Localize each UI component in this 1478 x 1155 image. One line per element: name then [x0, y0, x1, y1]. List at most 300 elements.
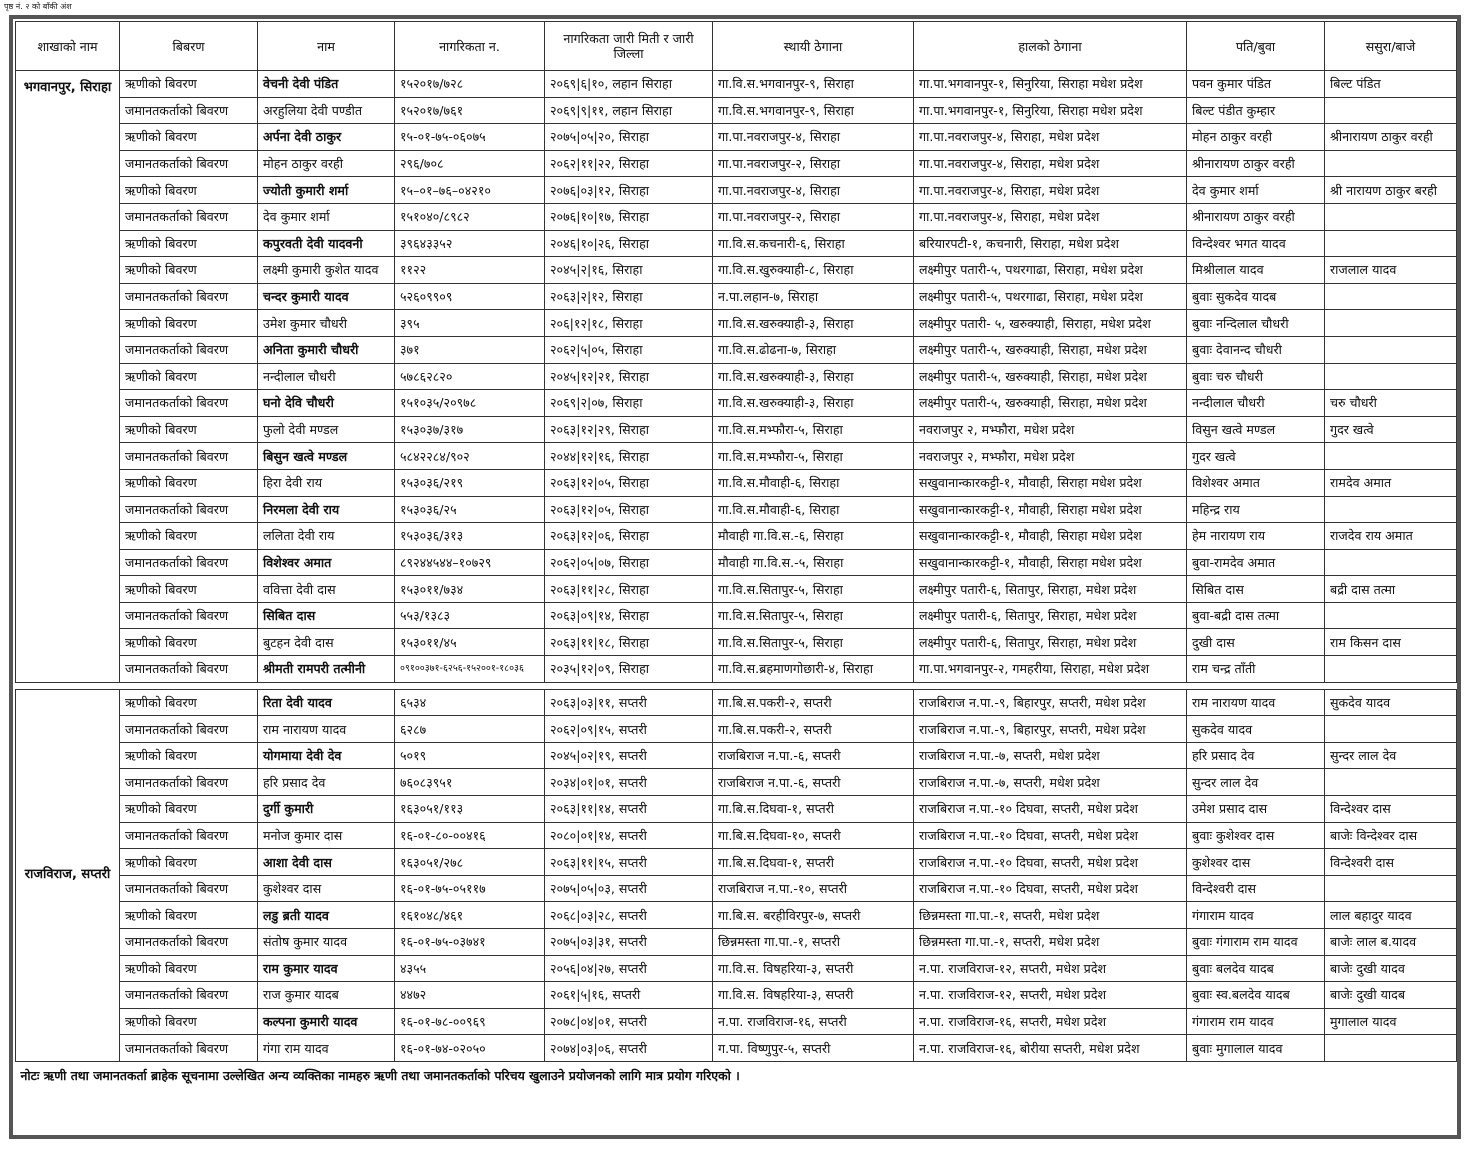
cell-description: ऋणीको बिवरण — [120, 902, 258, 929]
cell-husband-father: गंगाराम यादव — [1187, 902, 1325, 929]
table-row — [16, 71, 1457, 98]
cell-permanent-address: न.पा. राजविराज-१६, सप्तरी — [713, 1008, 914, 1035]
cell-current-address: छिन्नमस्ता गा.पा.-१, सप्तरी, मधेश प्रदेश — [914, 929, 1187, 956]
header-father-in-law-grandfather: ससुरा/बाजे — [1325, 22, 1457, 71]
group-separator — [16, 682, 1457, 689]
cell-current-address: बरियारपटी-१, कचनारी, सिराहा, मधेश प्रदेश — [914, 230, 1187, 257]
cell-name: ज्योती कुमारी शर्मा — [258, 177, 395, 204]
cell-citizenship-number: १५१०३५/२०९७८ — [395, 390, 545, 417]
cell-father-in-law-grandfather — [1325, 203, 1457, 230]
cell-father-in-law-grandfather — [1325, 496, 1457, 523]
cell-issue-date-district: २०७५|०५|०३, सप्तरी — [545, 875, 713, 902]
cell-current-address: राजबिराज न.पा.-१० दिघवा, सप्तरी, मधेश प्रदेश — [914, 822, 1187, 849]
cell-husband-father: कुशेश्वर दास — [1187, 849, 1325, 876]
table-row — [16, 902, 1457, 929]
cell-father-in-law-grandfather: राजलाल यादव — [1325, 257, 1457, 284]
cell-name: योगमाया देवी देव — [258, 742, 395, 769]
cell-father-in-law-grandfather: बाजेः दुखी यादब — [1325, 982, 1457, 1009]
cell-permanent-address: गा.वि.स. विषहरिया-३, सप्तरी — [713, 955, 914, 982]
cell-issue-date-district: २०६२|११|२२, सिराहा — [545, 150, 713, 177]
cell-permanent-address: गा.वि.स.खरुक्याही-३, सिराहा — [713, 310, 914, 337]
cell-name: कुशेश्वर दास — [258, 875, 395, 902]
table-row — [16, 796, 1457, 823]
cell-permanent-address: गा.वि.स.खुरुक्याही-८, सिराहा — [713, 257, 914, 284]
cell-husband-father: बुवा-बद्री दास तत्मा — [1187, 602, 1325, 629]
cell-name: हरि प्रसाद देव — [258, 769, 395, 796]
cell-name: उमेश कुमार चौधरी — [258, 310, 395, 337]
cell-current-address: गा.पा.नवराजपुर-४, सिराहा, मधेश प्रदेश — [914, 203, 1187, 230]
table-row — [16, 469, 1457, 496]
table-row — [16, 602, 1457, 629]
header-branch: शाखाको नाम — [16, 22, 120, 71]
cell-description: जमानतकर्ताको बिवरण — [120, 769, 258, 796]
header-description: बिबरण — [120, 22, 258, 71]
cell-permanent-address: ग.पा. विष्णुपुर-५, सप्तरी — [713, 1035, 914, 1062]
branch-name-cell: राजविराज, सप्तरी — [16, 689, 120, 1061]
cell-name: ववित्ता देवी दास — [258, 576, 395, 603]
cell-name: कल्पना कुमारी यादव — [258, 1008, 395, 1035]
cell-father-in-law-grandfather — [1325, 716, 1457, 743]
cell-name: गंगा राम यादव — [258, 1035, 395, 1062]
cell-citizenship-number: ४४७२ — [395, 982, 545, 1009]
cell-description: जमानतकर्ताको बिवरण — [120, 822, 258, 849]
cell-husband-father: गंगाराम राम यादव — [1187, 1008, 1325, 1035]
cell-name: राम नारायण यादव — [258, 716, 395, 743]
cell-description: जमानतकर्ताको बिवरण — [120, 496, 258, 523]
cell-description: ऋणीको बिवरण — [120, 71, 258, 98]
table-row — [16, 576, 1457, 603]
cell-father-in-law-grandfather: श्री नारायण ठाकुर बरही — [1325, 177, 1457, 204]
table-row — [16, 1035, 1457, 1062]
cell-husband-father: विशेश्वर अमात — [1187, 469, 1325, 496]
cell-current-address: सखुवानान्कारकट्टी-१, मौवाही, सिराहा मधेश प्रदेश — [914, 496, 1187, 523]
table-row — [16, 97, 1457, 124]
header-permanent-address: स्थायी ठेगाना — [713, 22, 914, 71]
footer-note-row — [16, 1061, 1457, 1088]
cell-current-address: लक्ष्मीपुर पतारी-५, पथरगाढा, सिराहा, मधेश प्रदेश — [914, 257, 1187, 284]
cell-husband-father: बुवाः बलदेव यादब — [1187, 955, 1325, 982]
cell-issue-date-district: २०६३|०३|११, सप्तरी — [545, 689, 713, 716]
cell-issue-date-district: २०३५|१२|०९, सिराहा — [545, 656, 713, 683]
cell-citizenship-number: १५२०१७/७२८ — [395, 71, 545, 98]
cell-citizenship-number: ७६०८३९५१ — [395, 769, 545, 796]
cell-name: विशेश्वर अमात — [258, 549, 395, 576]
cell-father-in-law-grandfather — [1325, 363, 1457, 390]
cell-name: दुर्गी कुमारी — [258, 796, 395, 823]
cell-issue-date-district: २०४५|२|१६, सिराहा — [545, 257, 713, 284]
cell-citizenship-number: ५२६०९९०९ — [395, 283, 545, 310]
cell-issue-date-district: २०६३|१२|०५, सिराहा — [545, 496, 713, 523]
cell-issue-date-district: २०६|१२|१८, सिराहा — [545, 310, 713, 337]
cell-name: अनिता कुमारी चौधरी — [258, 336, 395, 363]
cell-father-in-law-grandfather — [1325, 310, 1457, 337]
cell-permanent-address: गा.वि.स.खरुक्याही-३, सिराहा — [713, 390, 914, 417]
cell-current-address: नवराजपुर २, मभ्फौरा, मधेश प्रदेश — [914, 416, 1187, 443]
table-row — [16, 443, 1457, 470]
cell-description: ऋणीको बिवरण — [120, 469, 258, 496]
cell-name: वेचनी देवी पंडित — [258, 71, 395, 98]
cell-husband-father: बुवाः गंगाराम राम यादव — [1187, 929, 1325, 956]
cell-citizenship-number: १५२०१७/७६१ — [395, 97, 545, 124]
cell-husband-father: बुवाः कुशेश्वर दास — [1187, 822, 1325, 849]
cell-description: जमानतकर्ताको बिवरण — [120, 875, 258, 902]
cell-current-address: लक्ष्मीपुर पतारी-६, सितापुर, सिराहा, मधेश प्रदेश — [914, 629, 1187, 656]
cell-husband-father: बुवा-रामदेव अमात — [1187, 549, 1325, 576]
cell-husband-father: बिल्ट पंडीत कुम्हार — [1187, 97, 1325, 124]
cell-issue-date-district: २०६२|०९|१५, सप्तरी — [545, 716, 713, 743]
cell-issue-date-district: २०७८|०४|०१, सप्तरी — [545, 1008, 713, 1035]
cell-description: जमानतकर्ताको बिवरण — [120, 97, 258, 124]
cell-citizenship-number: ५८४२२८४/९०२ — [395, 443, 545, 470]
cell-name: रिता देवी यादव — [258, 689, 395, 716]
cell-permanent-address: गा.वि.स.कचनारी-६, सिराहा — [713, 230, 914, 257]
cell-permanent-address: राजबिराज न.पा.-१०, सप्तरी — [713, 875, 914, 902]
cell-father-in-law-grandfather — [1325, 1035, 1457, 1062]
cell-issue-date-district: २०६२|०५|०७, सिराहा — [545, 549, 713, 576]
cell-citizenship-number: ५७८६२८२० — [395, 363, 545, 390]
cell-issue-date-district: २०६३|१२|०५, सिराहा — [545, 469, 713, 496]
table-row — [16, 257, 1457, 284]
cell-name: बुटहन देवी दास — [258, 629, 395, 656]
cell-description: ऋणीको बिवरण — [120, 742, 258, 769]
table-row — [16, 363, 1457, 390]
cell-permanent-address: गा.वि.स.ब्रहमाणगोछारी-४, सिराहा — [713, 656, 914, 683]
cell-current-address: न.पा. राजविराज-१२, सप्तरी, मधेश प्रदेश — [914, 955, 1187, 982]
table-row — [16, 716, 1457, 743]
cell-description: ऋणीको बिवरण — [120, 523, 258, 550]
cell-father-in-law-grandfather: मुगालाल यादव — [1325, 1008, 1457, 1035]
cell-father-in-law-grandfather — [1325, 875, 1457, 902]
header-current-address: हालको ठेगाना — [914, 22, 1187, 71]
cell-description: ऋणीको बिवरण — [120, 257, 258, 284]
cell-issue-date-district: २०६२|५|०५, सिराहा — [545, 336, 713, 363]
cell-description: जमानतकर्ताको बिवरण — [120, 549, 258, 576]
cell-permanent-address: गा.बि.स.दिघवा-१, सप्तरी — [713, 796, 914, 823]
table-row — [16, 150, 1457, 177]
cell-description: ऋणीको बिवरण — [120, 849, 258, 876]
cell-description: जमानतकर्ताको बिवरण — [120, 929, 258, 956]
table-row — [16, 124, 1457, 151]
cell-current-address: न.पा. राजविराज-१६, बोरीया सप्तरी, मधेश प्रदेश — [914, 1035, 1187, 1062]
cell-permanent-address: गा.बि.स.पकरी-२, सप्तरी — [713, 689, 914, 716]
cell-description: जमानतकर्ताको बिवरण — [120, 1035, 258, 1062]
cell-current-address: राजबिराज न.पा.-१० दिघवा, सप्तरी, मधेश प्रदेश — [914, 796, 1187, 823]
group-separator-cell — [16, 682, 1457, 689]
cell-husband-father: श्रीनारायण ठाकुर वरही — [1187, 150, 1325, 177]
cell-permanent-address: गा.वि.स.सितापुर-५, सिराहा — [713, 629, 914, 656]
cell-father-in-law-grandfather: बाजेः दुखी यादव — [1325, 955, 1457, 982]
cell-citizenship-number: १६३०५१/२७८ — [395, 849, 545, 876]
cell-description: ऋणीको बिवरण — [120, 363, 258, 390]
cell-citizenship-number: १५३०११/७३४ — [395, 576, 545, 603]
cell-current-address: राजबिराज न.पा.-१० दिघवा, सप्तरी, मधेश प्रदेश — [914, 849, 1187, 876]
cell-father-in-law-grandfather — [1325, 443, 1457, 470]
cell-permanent-address: राजबिराज न.पा.-६, सप्तरी — [713, 742, 914, 769]
cell-name: लडु ब्रती यादव — [258, 902, 395, 929]
cell-issue-date-district: २०६३|२|१२, सिराहा — [545, 283, 713, 310]
table-row — [16, 177, 1457, 204]
cell-citizenship-number: ५५३/१३८३ — [395, 602, 545, 629]
cell-issue-date-district: २०७४|०३|०६, सप्तरी — [545, 1035, 713, 1062]
cell-description: ऋणीको बिवरण — [120, 689, 258, 716]
cell-citizenship-number: ३७१ — [395, 336, 545, 363]
table-row — [16, 283, 1457, 310]
table-row — [16, 1008, 1457, 1035]
cell-permanent-address: गा.पा.नवराजपुर-४, सिराहा — [713, 124, 914, 151]
cell-name: सिबित दास — [258, 602, 395, 629]
cell-name: ललिता देवी राय — [258, 523, 395, 550]
cell-father-in-law-grandfather: बिल्ट पंडित — [1325, 71, 1457, 98]
cell-citizenship-number: १६३०५१/११३ — [395, 796, 545, 823]
cell-citizenship-number: १५३०३६/३१३ — [395, 523, 545, 550]
cell-permanent-address: गा.वि.स.भगवानपुर-९, सिराहा — [713, 97, 914, 124]
cell-current-address: छिन्नमस्ता गा.पा.-१, सप्तरी, मधेश प्रदेश — [914, 902, 1187, 929]
cell-husband-father: श्रीनारायण ठाकुर वरही — [1187, 203, 1325, 230]
cell-father-in-law-grandfather: लाल बहादुर यादव — [1325, 902, 1457, 929]
cell-citizenship-number: ५०१९ — [395, 742, 545, 769]
cell-current-address: राजबिराज न.पा.-७, सप्तरी, मधेश प्रदेश — [914, 769, 1187, 796]
cell-issue-date-district: २०६३|११|१८, सिराहा — [545, 629, 713, 656]
cell-description: ऋणीको बिवरण — [120, 177, 258, 204]
cell-current-address: राजबिराज न.पा.-१० दिघवा, सप्तरी, मधेश प्रदेश — [914, 875, 1187, 902]
cell-permanent-address: गा.वि.स.मभ्फौरा-५, सिराहा — [713, 416, 914, 443]
table-body — [16, 71, 1457, 1089]
cell-permanent-address: न.पा.लहान-७, सिराहा — [713, 283, 914, 310]
cell-husband-father: बुवाः नन्दिलाल चौधरी — [1187, 310, 1325, 337]
cell-husband-father: बुवाः स्व.बलदेव यादब — [1187, 982, 1325, 1009]
cell-father-in-law-grandfather: विन्देश्वर दास — [1325, 796, 1457, 823]
cell-issue-date-district: २०६३|१२|२९, सिराहा — [545, 416, 713, 443]
cell-permanent-address: गा.पा.नवराजपुर-४, सिराहा — [713, 177, 914, 204]
cell-citizenship-number: १५-०१-७५-०६०७५ — [395, 124, 545, 151]
cell-description: ऋणीको बिवरण — [120, 310, 258, 337]
cell-description: ऋणीको बिवरण — [120, 124, 258, 151]
header-citizenship-number: नागरिकता न. — [395, 22, 545, 71]
table-row — [16, 875, 1457, 902]
table-row — [16, 656, 1457, 683]
cell-current-address: गा.पा.नवराजपुर-४, सिराहा, मधेश प्रदेश — [914, 124, 1187, 151]
cell-current-address: न.पा. राजविराज-१६, सप्तरी, मधेश प्रदेश — [914, 1008, 1187, 1035]
cell-permanent-address: गा.वि.स. विषहरिया-३, सप्तरी — [713, 982, 914, 1009]
cell-husband-father: बुवाः मुगालाल यादव — [1187, 1035, 1325, 1062]
cell-husband-father: विन्देश्वरी दास — [1187, 875, 1325, 902]
cell-father-in-law-grandfather — [1325, 150, 1457, 177]
cell-current-address: लक्ष्मीपुर पतारी-५, खरुक्याही, सिराहा, मधेश प्रदेश — [914, 336, 1187, 363]
cell-name: आशा देवी दास — [258, 849, 395, 876]
cell-husband-father: राम चन्द्र ताँती — [1187, 656, 1325, 683]
cell-citizenship-number: १६-०१-७४-०२०५० — [395, 1035, 545, 1062]
cell-permanent-address: गा.वि.स.भगवानपुर-९, सिराहा — [713, 71, 914, 98]
cell-father-in-law-grandfather: गुदर खत्वे — [1325, 416, 1457, 443]
table-row — [16, 629, 1457, 656]
cell-father-in-law-grandfather: विन्देश्वरी दास — [1325, 849, 1457, 876]
cell-issue-date-district: २०६३|११|२८, सिराहा — [545, 576, 713, 603]
cell-description: ऋणीको बिवरण — [120, 796, 258, 823]
cell-issue-date-district: २०७५|०३|३१, सप्तरी — [545, 929, 713, 956]
cell-father-in-law-grandfather: सुन्दर लाल देव — [1325, 742, 1457, 769]
cell-father-in-law-grandfather — [1325, 336, 1457, 363]
cell-father-in-law-grandfather — [1325, 602, 1457, 629]
cell-husband-father: महिन्द्र राय — [1187, 496, 1325, 523]
cell-issue-date-district: २०६९|२|०७, सिराहा — [545, 390, 713, 417]
cell-current-address: गा.पा.नवराजपुर-४, सिराहा, मधेश प्रदेश — [914, 177, 1187, 204]
cell-permanent-address: गा.बि.स.दिघवा-१०, सप्तरी — [713, 822, 914, 849]
header-name: नाम — [258, 22, 395, 71]
header-issue-date-district: नागरिकता जारी मिती र जारी जिल्ला — [545, 22, 713, 71]
table-row — [16, 822, 1457, 849]
cell-name: राज कुमार यादब — [258, 982, 395, 1009]
cell-issue-date-district: २०७६|१०|१७, सिराहा — [545, 203, 713, 230]
cell-permanent-address: छिन्नमस्ता गा.पा.-१, सप्तरी — [713, 929, 914, 956]
cell-citizenship-number: १५१०४०/८९८२ — [395, 203, 545, 230]
cell-citizenship-number: १६-०१-७८-००९६९ — [395, 1008, 545, 1035]
cell-permanent-address: गा.बि.स.पकरी-२, सप्तरी — [713, 716, 914, 743]
cell-citizenship-number: १६-०१-८०-००४१६ — [395, 822, 545, 849]
cell-name: हिरा देवी राय — [258, 469, 395, 496]
cell-current-address: लक्ष्मीपुर पतारी-५, खरुक्याही, सिराहा, मधेश प्रदेश — [914, 390, 1187, 417]
footer-note: नोटः ऋणी तथा जमानतकर्ता ब्राहेक सूचनामा उल्लेखित अन्य व्यक्तिका नामहरु ऋणी तथा जमानतकर्ताको परिचय खुलाउने प्रयोजनको लागि मात्र प्रयोग गरिएको । — [16, 1061, 1457, 1088]
cell-description: ऋणीको बिवरण — [120, 955, 258, 982]
cell-description: जमानतकर्ताको बिवरण — [120, 283, 258, 310]
cell-name: संतोष कुमार यादव — [258, 929, 395, 956]
cell-permanent-address: गा.पा.नवराजपुर-२, सिराहा — [713, 203, 914, 230]
cell-issue-date-district: २०६३|११|१४, सप्तरी — [545, 796, 713, 823]
cell-issue-date-district: २०७५|०५|२०, सिराहा — [545, 124, 713, 151]
cell-husband-father: देव कुमार शर्मा — [1187, 177, 1325, 204]
cell-issue-date-district: २०६३|०९|१४, सिराहा — [545, 602, 713, 629]
cell-issue-date-district: २०६१|५|१६, सप्तरी — [545, 982, 713, 1009]
cell-citizenship-number: १६-०१-७५-०५११७ — [395, 875, 545, 902]
cell-permanent-address: गा.बि.स. बरहीविरपुर-७, सप्तरी — [713, 902, 914, 929]
cell-issue-date-district: २०५६|०४|२७, सप्तरी — [545, 955, 713, 982]
table-row — [16, 929, 1457, 956]
cell-current-address: नवराजपुर २, मभ्फौरा, मधेश प्रदेश — [914, 443, 1187, 470]
table-row — [16, 230, 1457, 257]
cell-current-address: सखुवानान्कारकट्टी-१, मौवाही, सिराहा मधेश प्रदेश — [914, 549, 1187, 576]
cell-permanent-address: गा.वि.स.ढोढना-७, सिराहा — [713, 336, 914, 363]
cell-description: ऋणीको बिवरण — [120, 416, 258, 443]
cell-permanent-address: मौवाही गा.वि.स.-६, सिराहा — [713, 523, 914, 550]
table-row — [16, 203, 1457, 230]
cell-citizenship-number: १५–०१–७६–०४२१० — [395, 177, 545, 204]
table-row — [16, 742, 1457, 769]
cell-current-address: लक्ष्मीपुर पतारी-५, खरुक्याही, सिराहा, मधेश प्रदेश — [914, 363, 1187, 390]
cell-name: अरहुलिया देवी पण्डीत — [258, 97, 395, 124]
cell-citizenship-number: १६१०४८/४६१ — [395, 902, 545, 929]
cell-name: कपुरवती देवी यादवनी — [258, 230, 395, 257]
cell-father-in-law-grandfather: राजदेव राय अमात — [1325, 523, 1457, 550]
cell-name: राम कुमार यादव — [258, 955, 395, 982]
cell-husband-father: बुवाः देवानन्द चौधरी — [1187, 336, 1325, 363]
cell-issue-date-district: २०४५|०२|१९, सप्तरी — [545, 742, 713, 769]
cell-current-address: लक्ष्मीपुर पतारी-६, सितापुर, सिराहा, मधेश प्रदेश — [914, 576, 1187, 603]
cell-current-address: सखुवानान्कारकट्टी-१, मौवाही, सिराहा मधेश प्रदेश — [914, 523, 1187, 550]
cell-husband-father: विसुन खत्वे मण्डल — [1187, 416, 1325, 443]
cell-permanent-address: गा.बि.स.दिघवा-१, सप्तरी — [713, 849, 914, 876]
cell-current-address: राजबिराज न.पा.-९, बिहारपुर, सप्तरी, मधेश प्रदेश — [914, 716, 1187, 743]
cell-citizenship-number: १५३०११/४५ — [395, 629, 545, 656]
table-header-row — [16, 22, 1457, 71]
cell-name: देव कुमार शर्मा — [258, 203, 395, 230]
table-row — [16, 549, 1457, 576]
cell-husband-father: सुकदेव यादव — [1187, 716, 1325, 743]
cell-issue-date-district: २०४४|१२|१६, सिराहा — [545, 443, 713, 470]
cell-citizenship-number: ४३५५ — [395, 955, 545, 982]
cell-citizenship-number: १५३०३६/२१९ — [395, 469, 545, 496]
table-row — [16, 416, 1457, 443]
cell-current-address: लक्ष्मीपुर पतारी-५, पथरगाढा, सिराहा, मधेश प्रदेश — [914, 283, 1187, 310]
cell-issue-date-district: २०६३|१२|०६, सिराहा — [545, 523, 713, 550]
cell-name: निरमला देवी राय — [258, 496, 395, 523]
cell-permanent-address: गा.वि.स.मौवाही-६, सिराहा — [713, 496, 914, 523]
cell-name: बिसुन खत्वे मण्डल — [258, 443, 395, 470]
table-row — [16, 496, 1457, 523]
cell-husband-father: बुवाः सुकदेव यादब — [1187, 283, 1325, 310]
cell-husband-father: मोहन ठाकुर वरही — [1187, 124, 1325, 151]
cell-husband-father: नन्दीलाल चौधरी — [1187, 390, 1325, 417]
cell-issue-date-district: २०६९|९|११, लहान सिराहा — [545, 97, 713, 124]
cell-citizenship-number: ११२२ — [395, 257, 545, 284]
cell-current-address: सखुवानान्कारकट्टी-१, मौवाही, सिराहा मधेश प्रदेश — [914, 469, 1187, 496]
cell-father-in-law-grandfather: श्रीनारायण ठाकुर वरही — [1325, 124, 1457, 151]
cell-current-address: लक्ष्मीपुर पतारी- ५, खरुक्याही, सिराहा, मधेश प्रदेश — [914, 310, 1187, 337]
cell-permanent-address: गा.वि.स.सितापुर-५, सिराहा — [713, 602, 914, 629]
cell-name: चन्दर कुमारी यादव — [258, 283, 395, 310]
cell-name: मनोज कुमार दास — [258, 822, 395, 849]
cell-husband-father: सिबित दास — [1187, 576, 1325, 603]
table-row — [16, 390, 1457, 417]
table-row — [16, 849, 1457, 876]
cell-description: ऋणीको बिवरण — [120, 629, 258, 656]
cell-description: जमानतकर्ताको बिवरण — [120, 390, 258, 417]
cell-description: जमानतकर्ताको बिवरण — [120, 150, 258, 177]
cell-citizenship-number: ३९६४३३५२ — [395, 230, 545, 257]
cell-issue-date-district: २०६३|११|१५, सप्तरी — [545, 849, 713, 876]
cell-father-in-law-grandfather — [1325, 656, 1457, 683]
cell-husband-father: सुन्दर लाल देव — [1187, 769, 1325, 796]
cell-current-address: लक्ष्मीपुर पतारी-६, सितापुर, सिराहा, मधेश प्रदेश — [914, 602, 1187, 629]
cell-father-in-law-grandfather: सुकदेव यादव — [1325, 689, 1457, 716]
cell-description: जमानतकर्ताको बिवरण — [120, 443, 258, 470]
cell-permanent-address: मौवाही गा.वि.स.-५, सिराहा — [713, 549, 914, 576]
cell-name: मोहन ठाकुर वरही — [258, 150, 395, 177]
cell-husband-father: हरि प्रसाद देव — [1187, 742, 1325, 769]
cell-name: घनो देवि चौधरी — [258, 390, 395, 417]
cell-husband-father: दुखी दास — [1187, 629, 1325, 656]
cell-current-address: गा.पा.नवराजपुर-४, सिराहा, मधेश प्रदेश — [914, 150, 1187, 177]
cell-husband-father: गुदर खत्वे — [1187, 443, 1325, 470]
cell-husband-father: बुवाः चरु चौधरी — [1187, 363, 1325, 390]
cell-issue-date-district: २०६९|६|१०, लहान सिराहा — [545, 71, 713, 98]
cell-father-in-law-grandfather — [1325, 769, 1457, 796]
cell-father-in-law-grandfather: चरु चौधरी — [1325, 390, 1457, 417]
cell-father-in-law-grandfather: रामदेव अमात — [1325, 469, 1457, 496]
cell-husband-father: हेम नारायण राय — [1187, 523, 1325, 550]
cell-current-address: न.पा. राजविराज-१२, सप्तरी, मधेश प्रदेश — [914, 982, 1187, 1009]
cell-current-address: गा.पा.भगवानपुर-१, सिनुरिया, सिराहा मधेश प्रदेश — [914, 71, 1187, 98]
cell-citizenship-number: ३९५ — [395, 310, 545, 337]
cell-citizenship-number: ०९१००३७१-६२५६-१५२००१-१८०३६ — [395, 656, 545, 683]
cell-description: जमानतकर्ताको बिवरण — [120, 982, 258, 1009]
cell-husband-father: विन्देश्वर भगत यादव — [1187, 230, 1325, 257]
cell-husband-father: मिश्रीलाल यादव — [1187, 257, 1325, 284]
table-row — [16, 982, 1457, 1009]
cell-permanent-address: गा.वि.स.मभ्फौरा-५, सिराहा — [713, 443, 914, 470]
cell-father-in-law-grandfather — [1325, 283, 1457, 310]
cell-description: जमानतकर्ताको बिवरण — [120, 656, 258, 683]
cell-description: जमानतकर्ताको बिवरण — [120, 602, 258, 629]
cell-father-in-law-grandfather: राम किसन दास — [1325, 629, 1457, 656]
